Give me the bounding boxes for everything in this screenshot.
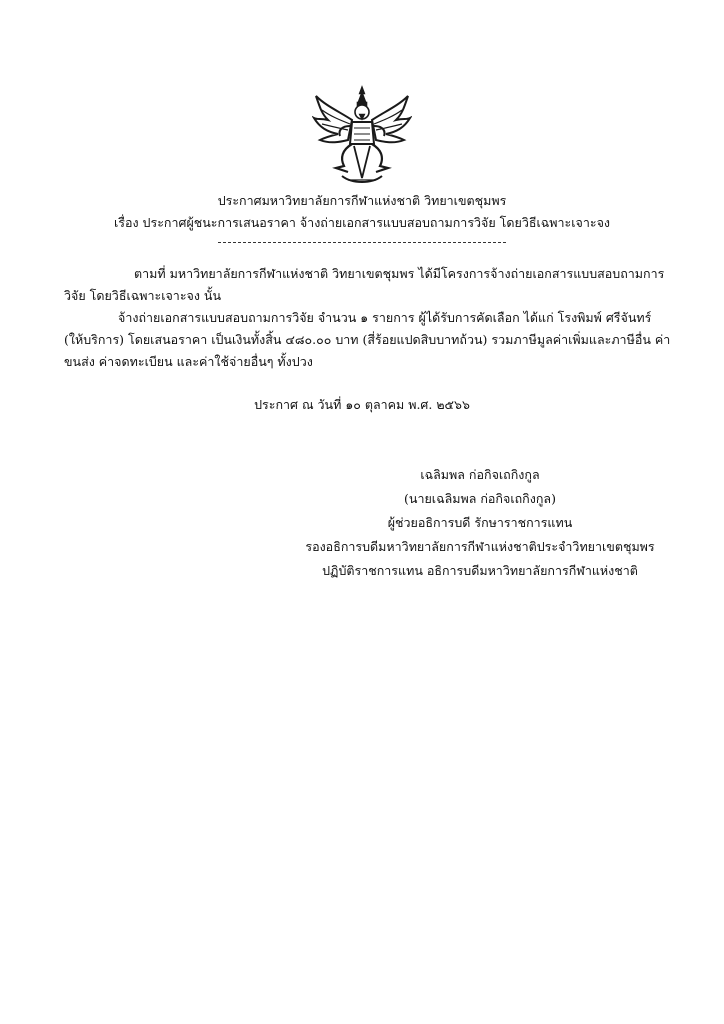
printed-name: (นายเฉลิมพล ก่อกิจเถกิงกูล): [404, 491, 556, 506]
paragraph-2-line-2: (ให้บริการ) โดยเสนอราคา เป็นเงินทั้งสิ้น ๔๘๐.๐๐ บาท (สี่ร้อยแปดสิบบาทถ้วน) รวมภาษีมูลค่าเพิ่มและภาษีอื่น ค่า: [64, 332, 671, 347]
paragraph-2-line-3: ขนส่ง ค่าจดทะเบียน และค่าใช้จ่ายอื่นๆ ทั้งปวง: [64, 354, 313, 369]
announcement-date: ประกาศ ณ วันที่ ๑๐ ตุลาคม พ.ศ. ๒๕๖๖: [254, 397, 470, 412]
garuda-emblem-icon: [312, 84, 412, 186]
paragraph-2-line-1: จ้างถ่ายเอกสารแบบสอบถามการวิจัย จำนวน ๑ รายการ ผู้ได้รับการคัดเลือก ได้แก่ โรงพิมพ์ ศรีจันทร์: [118, 310, 652, 325]
signer-position-2: รองอธิการบดีมหาวิทยาลัยการกีฬาแห่งชาติประจำวิทยาเขตชุมพร: [305, 539, 655, 554]
signer-position-3: ปฏิบัติราชการแทน อธิการบดีมหาวิทยาลัยการกีฬาแห่งชาติ: [322, 563, 638, 578]
signed-name: เฉลิมพล ก่อกิจเถกิงกูล: [420, 467, 540, 482]
title-divider: [218, 242, 506, 243]
document-subject: เรื่อง ประกาศผู้ชนะการเสนอราคา จ้างถ่ายเอกสารแบบสอบถามการวิจัย โดยวิธีเฉพาะเจาะจง: [113, 215, 611, 230]
paragraph-1-line-2: วิจัย โดยวิธีเฉพาะเจาะจง นั้น: [64, 288, 222, 303]
signer-position-1: ผู้ช่วยอธิการบดี รักษาราชการแทน: [387, 515, 573, 530]
document-title: ประกาศมหาวิทยาลัยการกีฬาแห่งชาติ วิทยาเขตชุมพร: [217, 193, 507, 208]
paragraph-1-line-1: ตามที่ มหาวิทยาลัยการกีฬาแห่งชาติ วิทยาเขตชุมพร ได้มีโครงการจ้างถ่ายเอกสารแบบสอบถามการ: [134, 266, 665, 281]
